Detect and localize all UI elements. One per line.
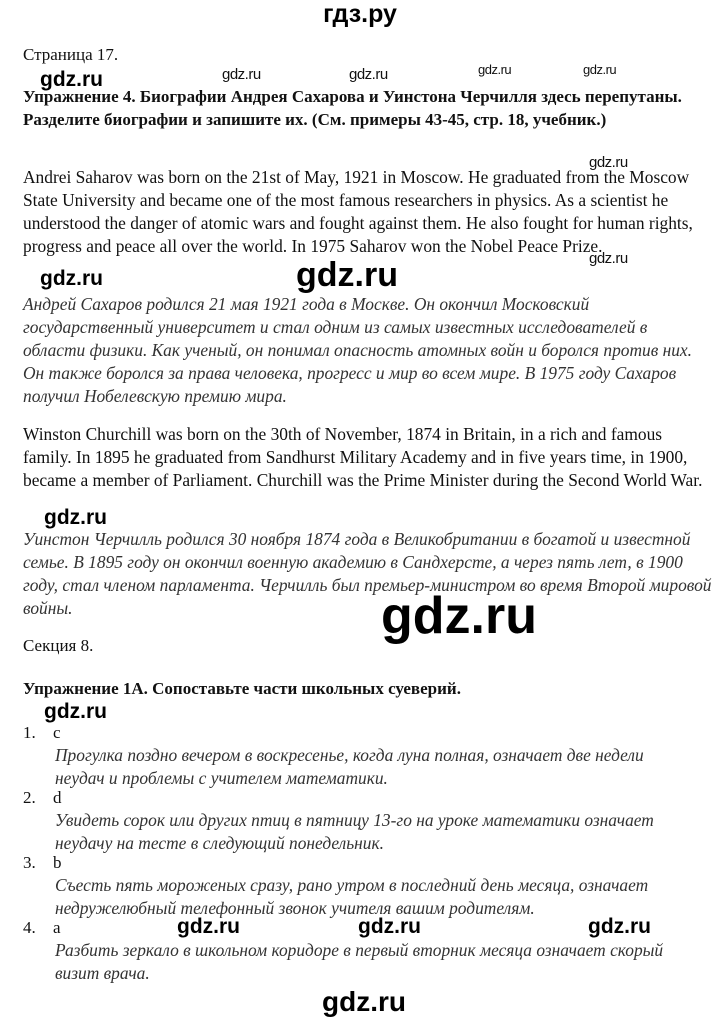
- watermark: gdz.ru: [358, 915, 421, 938]
- item-answer: b: [53, 853, 62, 872]
- item-text: Увидеть сорок или других птиц в пятницу 13-го на уроке математики означает неудачу на тесте в следующий понедельник.: [55, 810, 654, 853]
- watermark: gdz.ru: [322, 986, 406, 1017]
- churchill-biography-ru: Уинстон Черчилль родился 30 ноября 1874 года в Великобритании в богатой и известной семье. В 1895 году он окончил военную академию в Сандхерсте, а через пять лет, в 1900 году, стал членом парламента. Черчилль был премьер-министром во время Второй мировой войны.: [23, 529, 712, 618]
- watermark: gdz.ru: [583, 62, 617, 77]
- watermark: gdz.ru: [589, 154, 628, 171]
- watermark: gdz.ru: [588, 915, 651, 938]
- watermark: gdz.ru: [177, 915, 240, 938]
- churchill-biography-en: Winston Churchill was born on the 30th of November, 1874 in Britain, in a rich and famous family. In 1895 he graduated from Sandhurst Military Academy and in five years time, in 1900, became a member of Parliament. Churchill was the Prime Minister during the Second World War.: [23, 424, 703, 490]
- item-number: 3.: [23, 853, 36, 872]
- item-text: Съесть пять мороженых сразу, рано утром в последний день месяца, означает недружелюбный телефонный звонок учителя вашим родителям.: [55, 875, 649, 918]
- item-number: 4.: [23, 918, 36, 937]
- item-number: 1.: [23, 723, 36, 742]
- watermark: gdz.ru: [478, 62, 512, 77]
- watermark: gdz.ru: [40, 267, 103, 290]
- watermark: gdz.ru: [222, 66, 261, 83]
- saharov-biography-en: Andrei Saharov was born on the 21st of May, 1921 in Moscow. He graduated from the Moscow State University and became one of the most famous researchers in physics. As a scientist he understood the danger of atomic wars and fought against them. He also fought for human rights, progress and peace all over the world. In 1975 Saharov won the Nobel Peace Prize.: [23, 167, 693, 256]
- item-answer: d: [53, 788, 62, 807]
- watermark: gdz.ru: [44, 700, 107, 723]
- item-number: 2.: [23, 788, 36, 807]
- watermark: gdz.ru: [349, 66, 388, 83]
- exercise-1a-heading: Упражнение 1A. Сопоставьте части школьных суеверий.: [23, 679, 461, 698]
- site-title[interactable]: гдз.ру: [323, 0, 397, 28]
- section-label: Секция 8.: [23, 636, 94, 655]
- watermark: gdz.ru: [381, 587, 537, 645]
- item-answer: a: [53, 918, 61, 937]
- item-text: Разбить зеркало в школьном коридоре в первый вторник месяца означает скорый визит врача.: [55, 940, 664, 983]
- item-text: Прогулка поздно вечером в воскресенье, когда луна полная, означает две недели неудач и проблемы с учителем математики.: [55, 745, 644, 788]
- saharov-biography-ru: Андрей Сахаров родился 21 мая 1921 года в Москве. Он окончил Московский государственный университет и стал одним из самых известных исследователей в области физики. Как ученый, он понимал опасность атомных войн и боролся против них. Он также боролся за права человека, прогресс и мир во всем мире. В 1975 году Сахаров получил Нобелевскую премию мира.: [23, 294, 692, 406]
- watermark: gdz.ru: [44, 506, 107, 529]
- watermark: gdz.ru: [296, 256, 398, 294]
- exercise-4-heading: Упражнение 4. Биографии Андрея Сахарова и Уинстона Черчилля здесь перепутаны. Разделите биографии и запишите их. (См. примеры 43-45, стр. 18, учебник.): [23, 87, 682, 129]
- watermark: gdz.ru: [589, 250, 628, 267]
- watermark: gdz.ru: [40, 68, 103, 91]
- page-label: Страница 17.: [23, 45, 119, 64]
- item-answer: c: [53, 723, 61, 742]
